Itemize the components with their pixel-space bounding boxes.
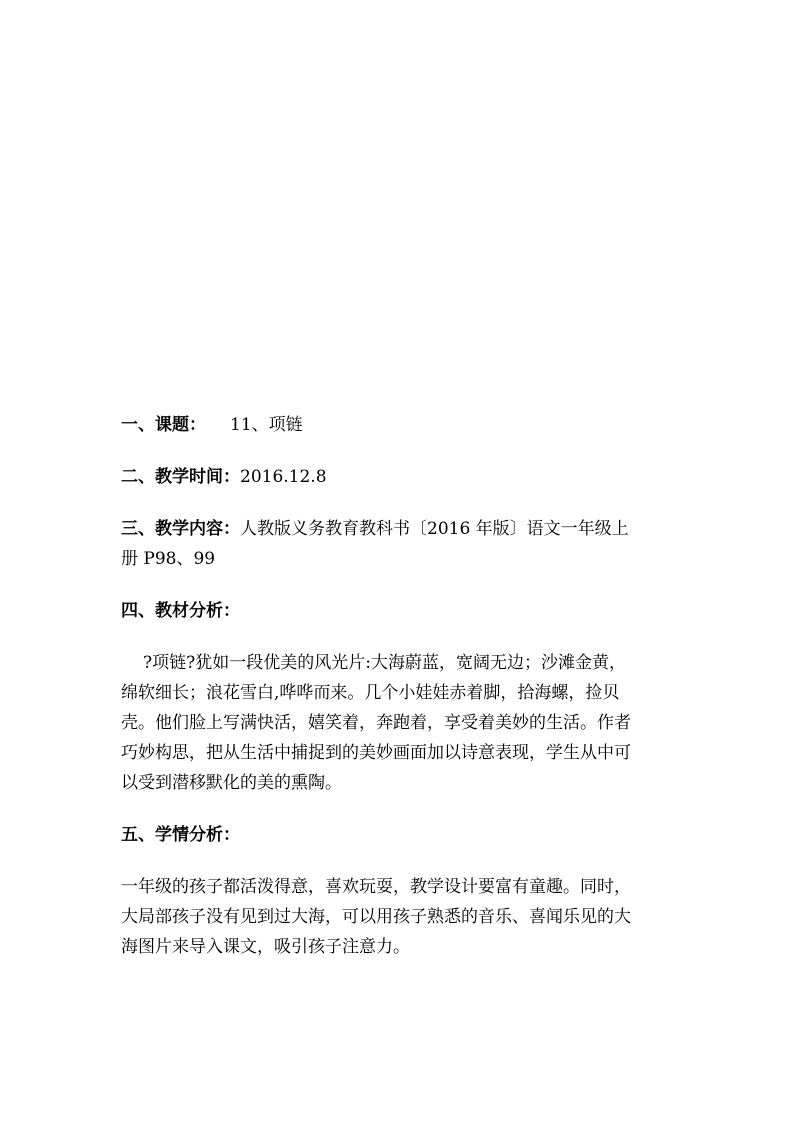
section-students-label: 五、学情分析： xyxy=(121,825,240,845)
paragraph-line: ?项链?犹如一段优美的风光片:大海蔚蓝，宽阔无边；沙滩金黄， xyxy=(143,653,626,673)
paragraph-line: 海图片来导入课文，吸引孩子注意力。 xyxy=(121,937,410,957)
section-time-value: 2016.12.8 xyxy=(240,467,327,487)
paragraph-line: 一年级的孩子都活泼得意，喜欢玩耍，教学设计要富有童趣。同时， xyxy=(121,877,631,897)
section-topic-value: 11、项链 xyxy=(230,415,303,435)
section-time xyxy=(121,462,677,492)
section-content-value-line1: 人教版义务教育教科书〔2016 年版〕语文一年级上 xyxy=(240,519,629,539)
paragraph-line: 巧妙构思，把从生活中捕捉到的美妙画面加以诗意表现，学生从中可 xyxy=(121,743,631,763)
paragraph-line: 壳。他们脸上写满快活，嬉笑着，奔跑着，享受着美妙的生活。作者 xyxy=(121,713,631,733)
section-material-label: 四、教材分析： xyxy=(121,601,240,621)
section-topic xyxy=(121,410,677,440)
section-content xyxy=(121,514,677,574)
section-time-label: 二、教学时间： xyxy=(121,467,240,487)
paragraph-line: 大局部孩子没有见到过大海，可以用孩子熟悉的音乐、喜闻乐见的大 xyxy=(121,907,631,927)
section-material-text xyxy=(121,648,677,798)
paragraph-line: 绵软细长；浪花雪白,哗哗而来。几个小娃娃赤着脚，拾海螺，捡贝 xyxy=(121,683,620,703)
section-topic-label: 一、课题： xyxy=(121,415,206,435)
section-content-label: 三、教学内容： xyxy=(121,519,240,539)
paragraph-line: 以受到潜移默化的美的熏陶。 xyxy=(121,773,342,793)
section-content-value-line2: 册 P98、99 xyxy=(121,549,216,569)
section-students-text xyxy=(121,872,677,962)
lesson-plan-body xyxy=(121,410,677,962)
